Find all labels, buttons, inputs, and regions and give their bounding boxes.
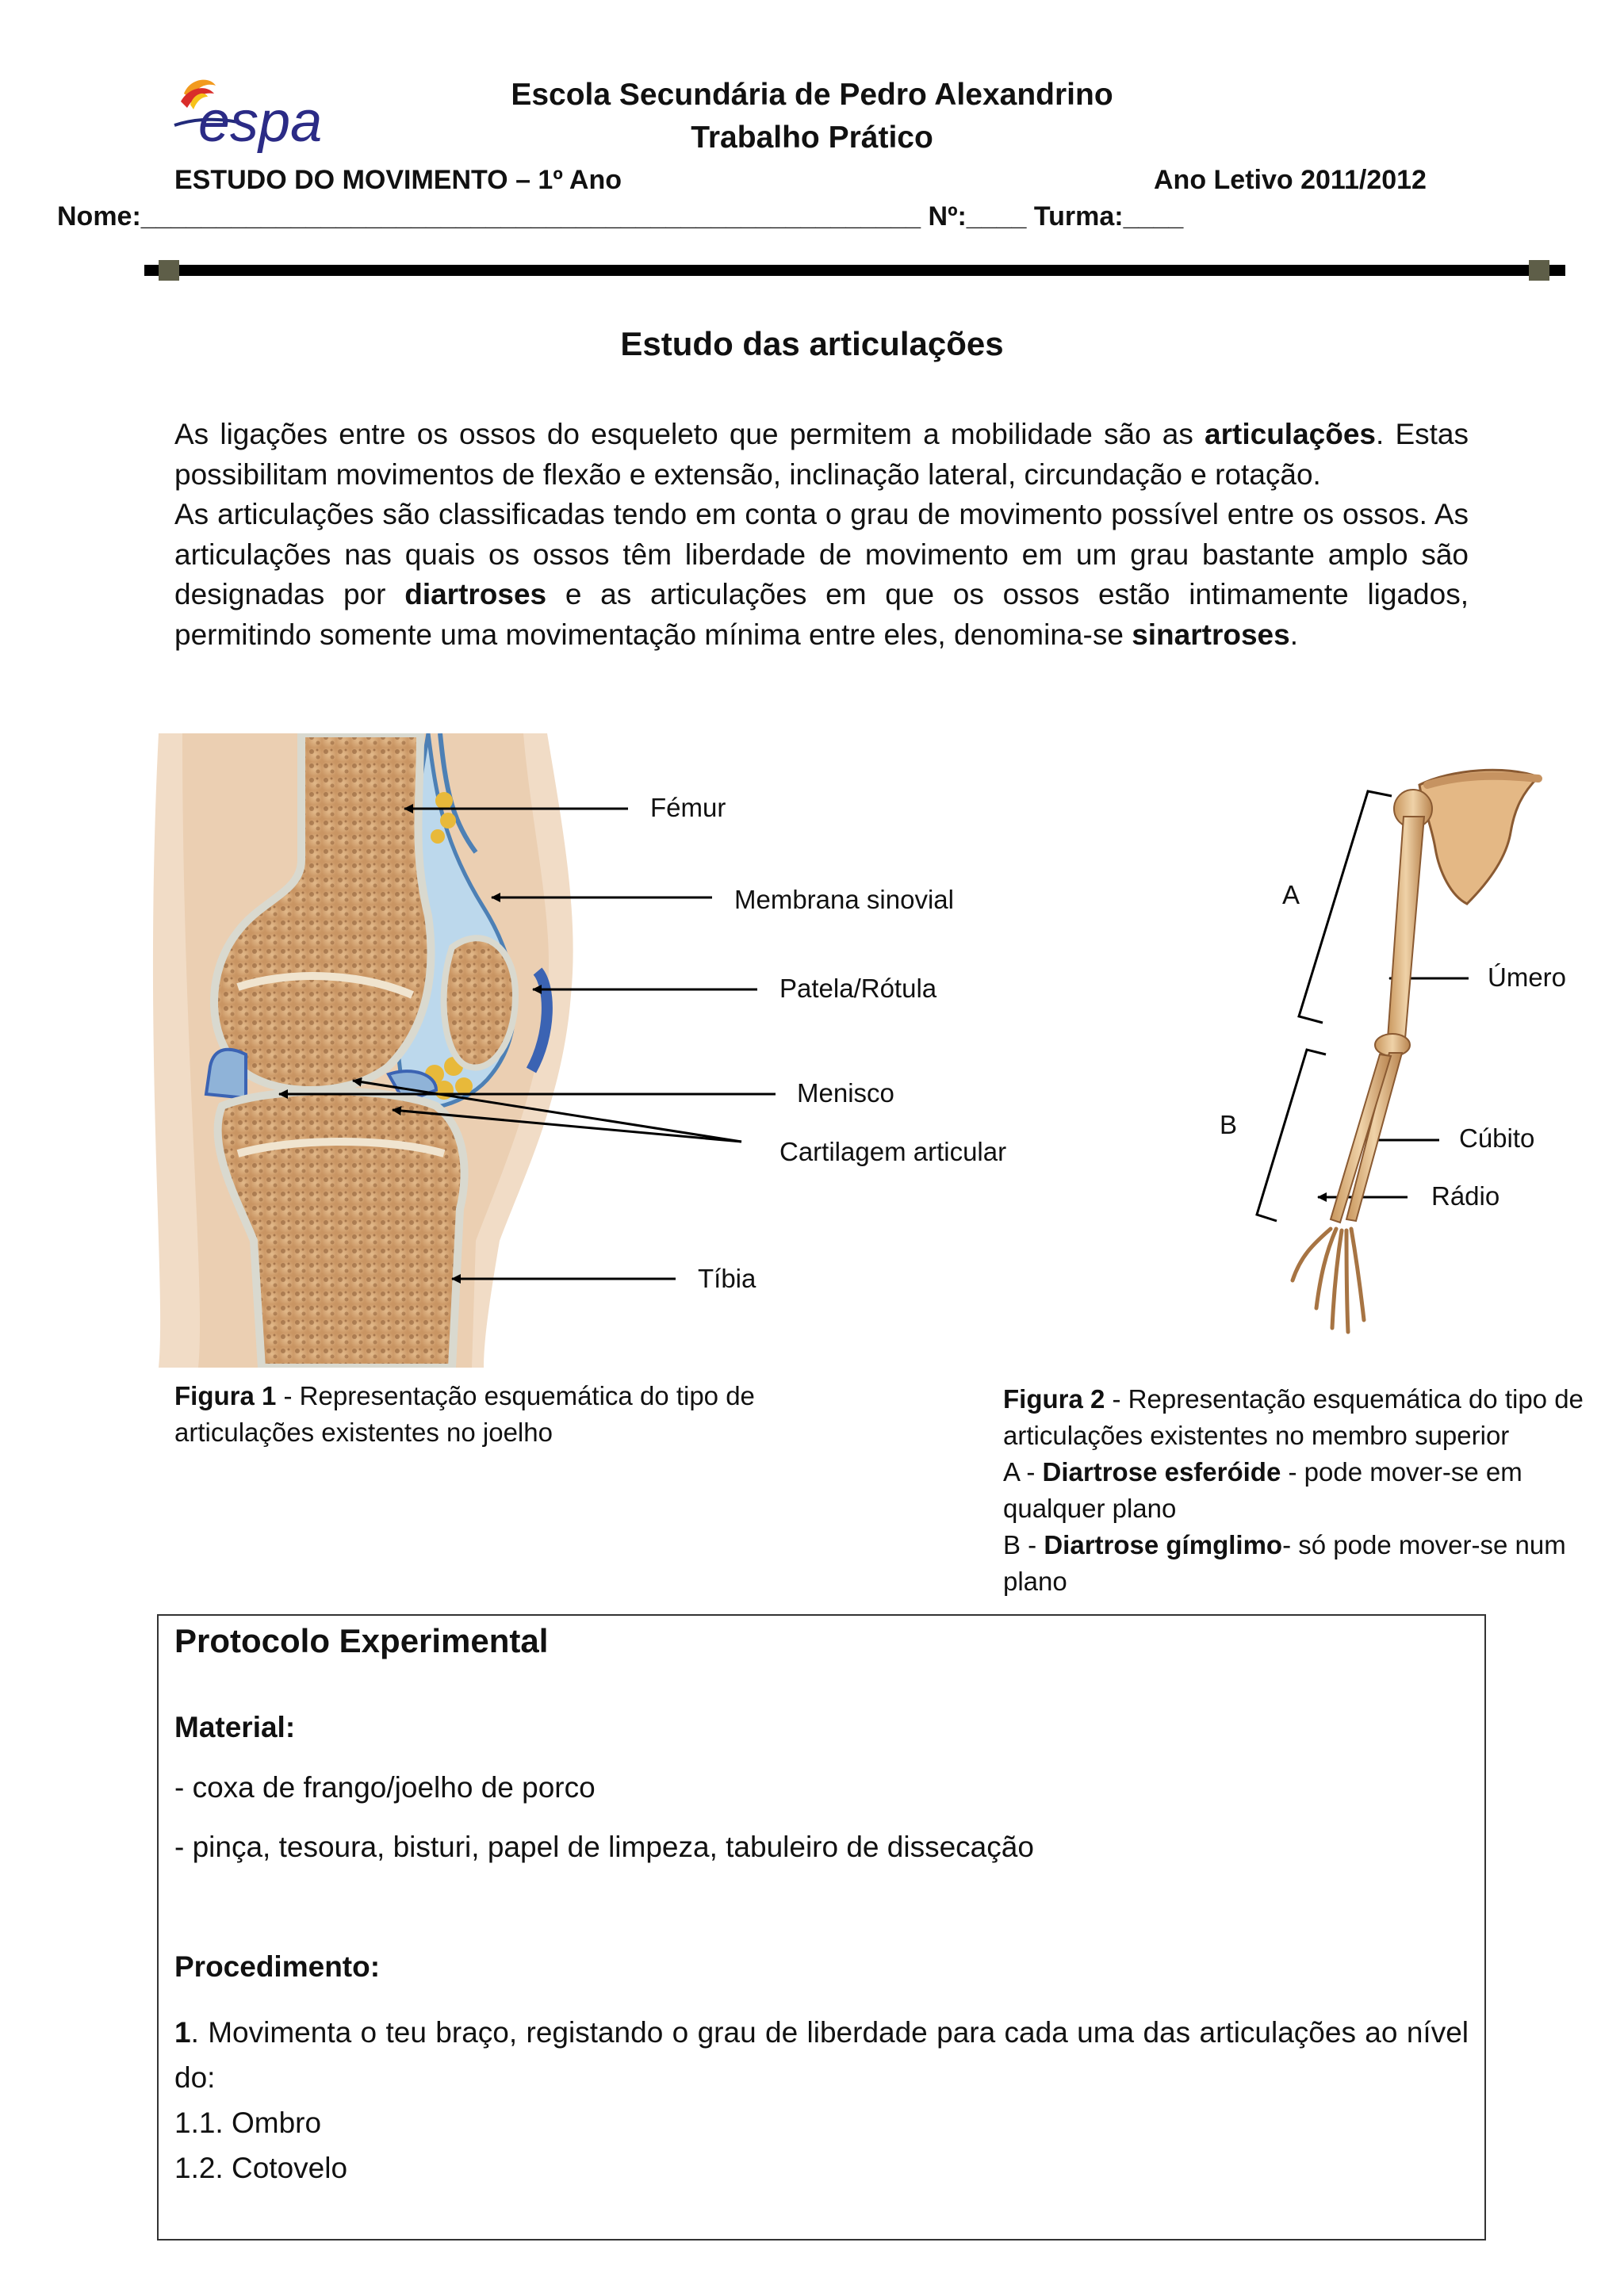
- figure2-caption-a: [1003, 1454, 1594, 1527]
- page-title: Estudo das articulações: [620, 325, 1004, 362]
- course-name: ESTUDO DO MOVIMENTO – 1º Ano: [174, 165, 622, 195]
- scapula: [1419, 770, 1538, 904]
- procedure-sub-1: 1.1. Ombro: [174, 2107, 322, 2139]
- term-sinartroses: sinartroses: [1132, 618, 1290, 651]
- label-cartilagem: Cartilagem articular: [779, 1137, 1007, 1166]
- label-menisco: Menisco: [797, 1078, 894, 1108]
- material-heading: Material:: [174, 1711, 296, 1743]
- caption-b-prefix: B -: [1003, 1530, 1044, 1559]
- intro-p2-text-3: .: [1289, 618, 1298, 651]
- protocol-title: Protocolo Experimental: [174, 1622, 549, 1659]
- procedure-steps: [174, 2010, 1469, 2191]
- step-1-text: . Movimenta o teu braço, registando o grau de liberdade para cada uma das articulações ao nível do:: [174, 2016, 1469, 2094]
- figure2-caption-b: [1003, 1527, 1594, 1600]
- caption-a-term: Diartrose esferóide: [1042, 1457, 1281, 1487]
- school-year: Ano Letivo 2011/2012: [1154, 165, 1427, 195]
- term-articulacoes: articulações: [1205, 418, 1376, 450]
- step-1-number: 1: [174, 2016, 191, 2049]
- label-a: A: [1282, 880, 1300, 909]
- caption-a-text: - pode mover-se em qualquer plano: [1003, 1457, 1522, 1523]
- figure1-caption-label: Figura 1: [174, 1381, 277, 1410]
- caption-b-term: Diartrose gímglimo: [1044, 1530, 1283, 1559]
- logo-text: espa: [198, 90, 323, 154]
- hand: [1293, 1229, 1364, 1332]
- figure2-caption: [1003, 1381, 1594, 1600]
- worksheet-subtitle: Trabalho Prático: [691, 121, 933, 155]
- label-cubito: Cúbito: [1459, 1123, 1535, 1153]
- figure1-caption: [174, 1378, 761, 1451]
- figure1-caption-text: - Representação esquemática do tipo de articulações existentes no joelho: [174, 1381, 755, 1447]
- intro-p2-text: As articulações são classificadas tendo em conta o grau de movimento possível entre os ossos. As articulações nas quais os ossos têm liberdade de movimento em um grau bastante amplo são designadas por: [174, 498, 1469, 610]
- figure2-caption-text: - Representação esquemática do tipo de articulações existentes no membro superior: [1003, 1384, 1584, 1450]
- student-name-field: Nome:____________________________________________________ Nº:____ Turma:____: [57, 201, 1184, 232]
- procedure-sub-2: 1.2. Cotovelo: [174, 2152, 348, 2184]
- figure2-caption-line: [1003, 1381, 1594, 1454]
- label-umero: Úmero: [1488, 962, 1567, 992]
- caption-a-prefix: A -: [1003, 1457, 1043, 1487]
- school-name: Escola Secundária de Pedro Alexandrino: [511, 78, 1113, 112]
- arm-illustration: [1237, 761, 1554, 1380]
- procedure-step-1: [174, 2010, 1469, 2100]
- figure2-caption-label: Figura 2: [1003, 1384, 1105, 1414]
- label-tibia: Tíbia: [698, 1264, 756, 1293]
- term-diartroses: diartroses: [404, 578, 547, 610]
- label-femur: Fémur: [650, 793, 726, 822]
- label-membrana-sinovial: Membrana sinovial: [734, 885, 954, 914]
- intro-p2-text-2: e as articulações em que os ossos estão intimamente ligados, permitindo somente uma movimentação mínima entre eles, denomina-se: [174, 578, 1469, 651]
- caption-b-text: - só pode mover-se num plano: [1003, 1530, 1566, 1596]
- intro-p1-text-2: . Estas possibilitam movimentos de flexão e extensão, inclinação lateral, circundação e rotação.: [174, 418, 1469, 491]
- label-b: B: [1220, 1110, 1238, 1139]
- procedure-heading: Procedimento:: [174, 1950, 381, 1983]
- label-radio: Rádio: [1431, 1181, 1500, 1211]
- label-patela: Patela/Rótula: [779, 974, 937, 1003]
- humerus: [1388, 817, 1424, 1039]
- material-item-2: - pinça, tesoura, bisturi, papel de limpeza, tabuleiro de dissecação: [174, 1831, 1034, 1863]
- intro-p1-text: As ligações entre os ossos do esqueleto que permitem a mobilidade são as: [174, 418, 1205, 450]
- material-item-1: - coxa de frango/joelho de porco: [174, 1771, 596, 1804]
